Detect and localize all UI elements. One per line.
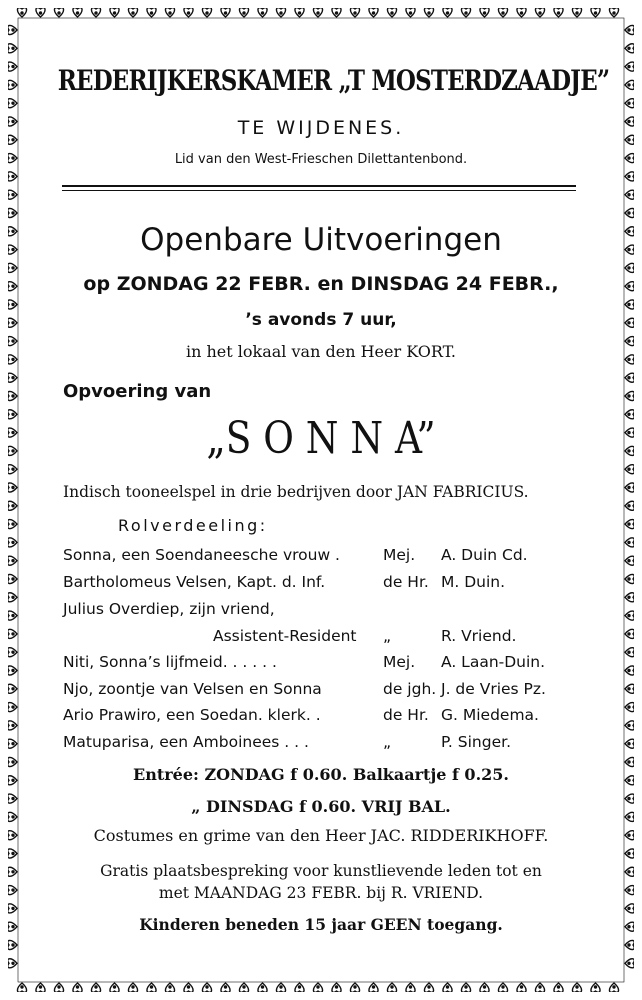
cast-actor: R. Vriend. xyxy=(441,627,517,645)
cast-actor: A. Laan-Duin. xyxy=(441,653,546,671)
cast-row xyxy=(63,627,583,651)
costumes-line: Costumes en grime van den Heer JAC. RIDDERIKHOFF. xyxy=(93,826,549,845)
cast-role: Assistent-Resident xyxy=(213,627,357,645)
cast-heading: Rolverdeeling: xyxy=(118,516,268,535)
cast-title: Mej. xyxy=(383,546,416,564)
cast-role: Ario Prawiro, een Soedan. klerk. . xyxy=(63,706,321,724)
cast-role: Njo, zoontje van Velsen en Sonna xyxy=(63,680,322,698)
cast-role: Julius Overdiep, zijn vriend, xyxy=(63,600,275,618)
cast-title: de jgh. xyxy=(383,680,437,698)
cast-row xyxy=(63,600,583,624)
booking-line-1: Gratis plaatsbespreking voor kunstlievende leden tot en xyxy=(100,862,542,880)
cast-title: „ xyxy=(383,627,392,645)
cast-row xyxy=(63,653,583,677)
event-dates: op ZONDAG 22 FEBR. en DINSDAG 24 FEBR., xyxy=(83,273,559,295)
cast-row xyxy=(63,680,583,704)
play-description: Indisch tooneelspel in drie bedrijven door JAN FABRICIUS. xyxy=(63,483,529,501)
cast-title: Mej. xyxy=(383,653,416,671)
cast-title: „ xyxy=(383,733,392,751)
cast-role: Sonna, een Soendaneesche vrouw . xyxy=(63,546,340,564)
cast-actor: G. Miedema. xyxy=(441,706,539,724)
divider-bottom xyxy=(62,190,576,191)
cast-row xyxy=(63,706,583,730)
event-time: ’s avonds 7 uur, xyxy=(245,310,397,330)
town-name: TE WIJDENES. xyxy=(237,117,405,139)
price-line-sunday: Entrée: ZONDAG f 0.60. Balkaartje f 0.25. xyxy=(133,765,509,784)
cast-actor: M. Duin. xyxy=(441,573,506,591)
event-title: Openbare Uitvoeringen xyxy=(140,222,502,258)
society-name: REDERIJKERSKAMER „T MOSTERDZAADJE” xyxy=(57,64,610,97)
cast-actor: P. Singer. xyxy=(441,733,512,751)
cast-row xyxy=(63,573,583,597)
cast-actor: J. de Vries Pz. xyxy=(441,680,546,698)
age-restriction: Kinderen beneden 15 jaar GEEN toegang. xyxy=(139,915,503,934)
cast-role: Niti, Sonna’s lijfmeid. . . . . . xyxy=(63,653,277,671)
membership-line: Lid van den West-Frieschen Dilettantenbond. xyxy=(174,152,468,167)
cast-title: de Hr. xyxy=(383,573,429,591)
cast-row xyxy=(63,733,583,757)
price-line-tuesday: „ DINSDAG f 0.60. VRIJ BAL. xyxy=(191,797,451,816)
cast-title: de Hr. xyxy=(383,706,429,724)
play-name: „S O N N A” xyxy=(206,413,436,464)
cast-actor: A. Duin Cd. xyxy=(441,546,528,564)
cast-role: Bartholomeus Velsen, Kapt. d. Inf. xyxy=(63,573,326,591)
play-intro: Opvoering van xyxy=(63,381,212,402)
booking-line-2: met MAANDAG 23 FEBR. bij R. VRIEND. xyxy=(158,884,484,902)
event-venue: in het lokaal van den Heer KORT. xyxy=(185,342,457,361)
cast-row xyxy=(63,546,583,570)
cast-role: Matuparisa, een Amboinees . . . xyxy=(63,733,309,751)
divider-top xyxy=(62,185,576,187)
